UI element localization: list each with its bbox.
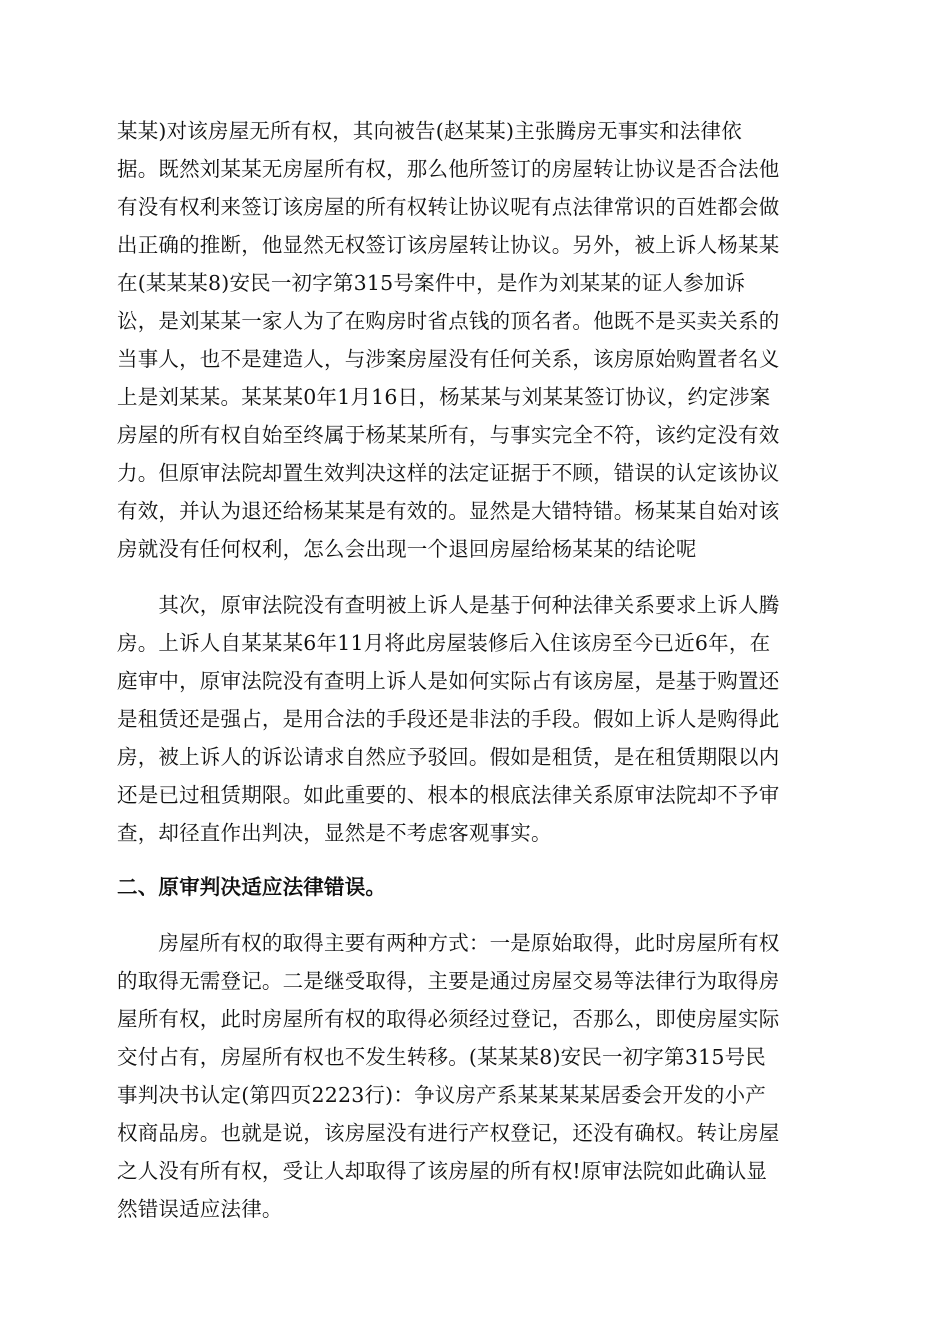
text-line: 房屋所有权的取得主要有两种方式：一是原始取得，此时房屋所有权 xyxy=(117,931,780,955)
text-line: 还是已过租赁期限。如此重要的、根本的根底法律关系原审法院却不予审 xyxy=(117,783,780,807)
text-line: 事判决书认定(第四页2223行)：争议房产系某某某某居委会开发的小产 xyxy=(117,1083,766,1107)
text-line: 查，却径直作出判决，显然是不考虑客观事实。 xyxy=(117,821,552,845)
text-line: 有没有权利来签订该房屋的所有权转让协议呢有点法律常识的百姓都会做 xyxy=(117,195,780,219)
text-line: 是租赁还是强占，是用合法的手段还是非法的手段。假如上诉人是购得此 xyxy=(117,707,780,731)
text-line: 某某)对该房屋无所有权，其向被告(赵某某)主张腾房无事实和法律依 xyxy=(117,119,742,143)
text-line: 庭审中，原审法院没有查明上诉人是如何实际占有该房屋，是基于购置还 xyxy=(117,669,780,693)
text-line: 房就没有任何权利，怎么会出现一个退回房屋给杨某某的结论呢 xyxy=(117,537,697,561)
text-line: 有效，并认为退还给杨某某是有效的。显然是大错特错。杨某某自始对该 xyxy=(117,499,780,523)
text-line: 力。但原审法院却置生效判决这样的法定证据于不顾，错误的认定该协议 xyxy=(117,461,780,485)
text-line: 房，被上诉人的诉讼请求自然应予驳回。假如是租赁，是在租赁期限以内 xyxy=(117,745,780,769)
text-line: 讼，是刘某某一家人为了在购房时省点钱的顶名者。他既不是买卖关系的 xyxy=(117,309,780,333)
section-heading: 二、原审判决适应法律错误。 xyxy=(117,875,387,899)
text-line: 之人没有所有权，受让人却取得了该房屋的所有权!原审法院如此确认显 xyxy=(117,1159,768,1183)
text-line: 权商品房。也就是说，该房屋没有进行产权登记，还没有确权。转让房屋 xyxy=(117,1121,780,1145)
text-line: 然错误适应法律。 xyxy=(117,1197,283,1221)
text-line: 上是刘某某。某某某0年1月16日，杨某某与刘某某签订协议，约定涉案 xyxy=(117,385,771,409)
text-line: 其次，原审法院没有查明被上诉人是基于何种法律关系要求上诉人腾 xyxy=(117,593,780,617)
text-line: 出正确的推断，他显然无权签订该房屋转让协议。另外，被上诉人杨某某 xyxy=(117,233,780,257)
text-line: 屋所有权，此时房屋所有权的取得必须经过登记，否那么，即使房屋实际 xyxy=(117,1007,780,1031)
text-line: 在(某某某8)安民一初字第315号案件中，是作为刘某某的证人参加诉 xyxy=(117,271,746,295)
text-line: 房。上诉人自某某某6年11月将此房屋装修后入住该房至今已近6年，在 xyxy=(117,631,771,655)
text-line: 房屋的所有权自始至终属于杨某某所有，与事实完全不符，该约定没有效 xyxy=(117,423,780,447)
text-line: 的取得无需登记。二是继受取得，主要是通过房屋交易等法律行为取得房 xyxy=(117,969,780,993)
text-line: 当事人，也不是建造人，与涉案房屋没有任何关系，该房原始购置者名义 xyxy=(117,347,780,371)
text-line: 据。既然刘某某无房屋所有权，那么他所签订的房屋转让协议是否合法他 xyxy=(117,157,780,181)
text-line: 交付占有，房屋所有权也不发生转移。(某某某8)安民一初字第315号民 xyxy=(117,1045,766,1069)
